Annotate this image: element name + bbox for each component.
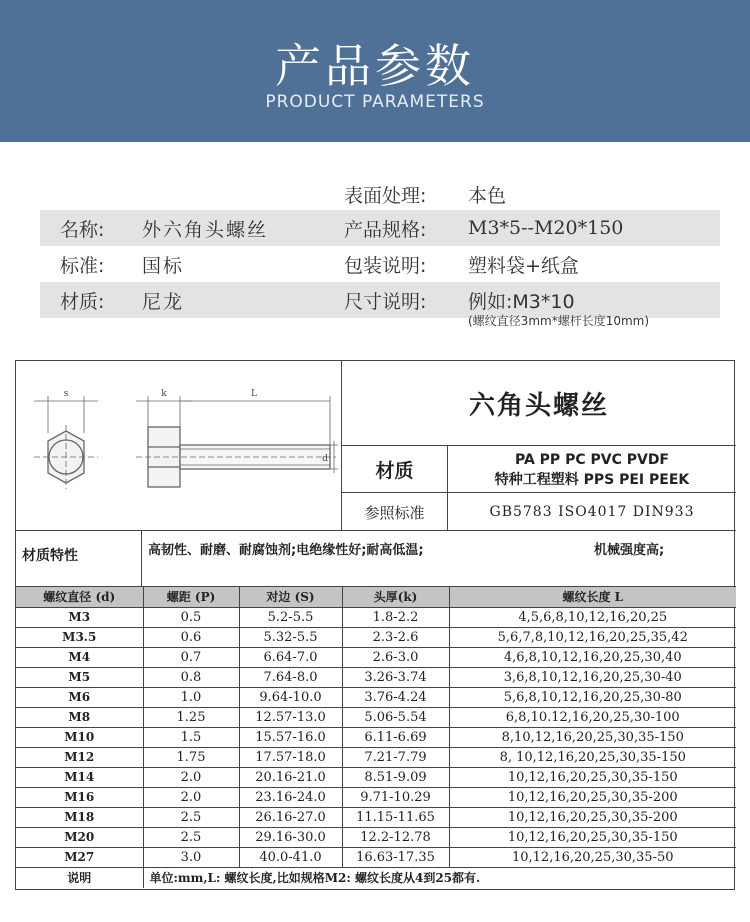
- note-value: 单位:mm,L: 螺纹长度,比如规格M2: 螺纹长度从4到25都有.: [143, 867, 736, 888]
- table-cell: 26.16-27.0: [239, 807, 342, 827]
- page-title: 产品参数: [275, 39, 475, 93]
- table-cell: 5,6,7,8,10,12,16,20,25,35,42: [449, 627, 736, 647]
- table-cell: 7.64-8.0: [239, 667, 342, 687]
- table-row: [16, 767, 736, 787]
- table-cell: 12.57-13.0: [239, 707, 342, 727]
- table-cell: 2.0: [143, 787, 239, 807]
- property-row: [16, 531, 736, 587]
- table-cell: 23.16-24.0: [239, 787, 342, 807]
- table-cell: 2.6-3.0: [342, 647, 449, 667]
- table-cell: M8: [16, 707, 143, 727]
- property-value-2: 机械强度高;: [594, 543, 665, 558]
- table-row: [16, 747, 736, 767]
- surface-value: 本色: [468, 184, 507, 207]
- table-cell: 5.2-5.5: [239, 607, 342, 627]
- table-cell: 40.0-41.0: [239, 847, 342, 867]
- table-cell: 17.57-18.0: [239, 747, 342, 767]
- table-cell: 6.64-7.0: [239, 647, 342, 667]
- table-cell: 8, 10,12,16,20,25,30,35-150: [449, 747, 736, 767]
- table-cell: 5,6,8,10,12,16,20,25,30-80: [449, 687, 736, 707]
- table-cell: 2.0: [143, 767, 239, 787]
- header-thread-length: 螺纹长度 L: [449, 587, 736, 607]
- table-cell: M6: [16, 687, 143, 707]
- table-cell: 8.51-9.09: [342, 767, 449, 787]
- table-row: [16, 827, 736, 847]
- table-row: [16, 807, 736, 827]
- table-cell: M16: [16, 787, 143, 807]
- table-cell: M12: [16, 747, 143, 767]
- table-row: [16, 707, 736, 727]
- property-label: 材质特性: [16, 531, 142, 587]
- table-cell: 20.16-21.0: [239, 767, 342, 787]
- header-thread-diameter: 螺纹直径 (d): [16, 587, 143, 607]
- table-cell: 10,12,16,20,25,30,35-200: [449, 787, 736, 807]
- table-row: [16, 667, 736, 687]
- header-across-flats: 对边 (S): [239, 587, 342, 607]
- table-row: [16, 607, 736, 627]
- header-pitch: 螺距 (P): [143, 587, 239, 607]
- table-cell: 3,6,8,10,12,16,20,25,30-40: [449, 667, 736, 687]
- table-cell: 9.64-10.0: [239, 687, 342, 707]
- table-cell: M18: [16, 807, 143, 827]
- table-cell: 10,12,16,20,25,30,35-150: [449, 767, 736, 787]
- param-row-surface: [40, 176, 720, 212]
- material-row-value: [448, 450, 736, 490]
- spec-title: 六角头螺丝: [342, 361, 736, 446]
- table-cell: M14: [16, 767, 143, 787]
- table-cell: 10,12,16,20,25,30,35-200: [449, 807, 736, 827]
- table-cell: M5: [16, 667, 143, 687]
- size-note: (螺纹直径3mm*螺杆长度10mm): [468, 314, 650, 328]
- table-cell: 4,5,6,8,10,12,16,20,25: [449, 607, 736, 627]
- name-label: 名称:: [60, 218, 105, 241]
- table-cell: 3.26-3.74: [342, 667, 449, 687]
- material-row-label: 材质: [342, 446, 448, 493]
- standard-label: 标准:: [60, 254, 105, 277]
- table-cell: 1.5: [143, 727, 239, 747]
- material-line-2: 特种工程塑料 PPS PEI PEEK: [494, 472, 690, 488]
- material-row: [342, 446, 736, 493]
- header-banner: [0, 0, 750, 142]
- table-cell: 1.0: [143, 687, 239, 707]
- table-cell: 12.2-12.78: [342, 827, 449, 847]
- spec-label: 产品规格:: [344, 218, 427, 241]
- table-row: [16, 627, 736, 647]
- table-cell: 0.6: [143, 627, 239, 647]
- table-cell: 1.25: [143, 707, 239, 727]
- table-cell: 6,8,10.12,16,20,25,30-100: [449, 707, 736, 727]
- standard-row-label: 参照标准: [342, 493, 448, 531]
- table-note-row: [16, 867, 736, 888]
- table-cell: M10: [16, 727, 143, 747]
- bolt-diagram: [16, 361, 342, 531]
- table-cell: 0.5: [143, 607, 239, 627]
- standard-row-value: GB5783 ISO4017 DIN933: [489, 504, 695, 520]
- table-cell: M20: [16, 827, 143, 847]
- table-cell: 1.75: [143, 747, 239, 767]
- table-cell: 16.63-17.35: [342, 847, 449, 867]
- page-subtitle: PRODUCT PARAMETERS: [265, 92, 485, 112]
- table-cell: 2.3-2.6: [342, 627, 449, 647]
- property-value: 高韧性、耐磨、耐腐蚀剂;电绝缘性好;耐高低温;: [148, 543, 424, 558]
- dimension-table: [16, 587, 736, 888]
- name-value: 外六角头螺丝: [142, 218, 269, 241]
- table-cell: M3.5: [16, 627, 143, 647]
- table-cell: 3.0: [143, 847, 239, 867]
- table-cell: 29.16-30.0: [239, 827, 342, 847]
- table-cell: 11.15-11.65: [342, 807, 449, 827]
- material-label: 材质:: [60, 290, 105, 313]
- table-cell: M3: [16, 607, 143, 627]
- table-cell: 0.8: [143, 667, 239, 687]
- standard-value: 国标: [142, 254, 185, 277]
- table-row: [16, 647, 736, 667]
- table-cell: M4: [16, 647, 143, 667]
- spec-table: [15, 360, 735, 890]
- table-row: [16, 727, 736, 747]
- table-cell: 15.57-16.0: [239, 727, 342, 747]
- table-cell: 2.5: [143, 827, 239, 847]
- table-row: [16, 687, 736, 707]
- table-cell: 6.11-6.69: [342, 727, 449, 747]
- table-cell: 4,6,8,10,12,16,20,25,30,40: [449, 647, 736, 667]
- dim-d: d: [322, 454, 328, 464]
- table-cell: 5.06-5.54: [342, 707, 449, 727]
- material-line-1: PA PP PC PVC PVDF: [514, 452, 669, 468]
- dim-s: s: [63, 389, 69, 399]
- surface-label: 表面处理:: [344, 184, 427, 207]
- pack-label: 包装说明:: [344, 254, 427, 277]
- table-row: [16, 847, 736, 867]
- bolt-drawing: [16, 361, 342, 531]
- spec-value: M3*5--M20*150: [468, 217, 624, 239]
- table-cell: 1.8-2.2: [342, 607, 449, 627]
- table-cell: 5.32-5.5: [239, 627, 342, 647]
- param-row-name: [40, 210, 720, 246]
- material-value: 尼龙: [142, 290, 185, 313]
- table-cell: 3.76-4.24: [342, 687, 449, 707]
- note-label: 说明: [16, 867, 143, 888]
- size-value: 例如:M3*10: [468, 290, 575, 313]
- table-cell: 10,12,16,20,25,30,35-50: [449, 847, 736, 867]
- table-row: [16, 787, 736, 807]
- table-cell: 9.71-10.29: [342, 787, 449, 807]
- table-cell: 2.5: [143, 807, 239, 827]
- table-header-row: [16, 587, 736, 607]
- table-cell: 10,12,16,20,25,30,35-150: [449, 827, 736, 847]
- table-cell: 8,10,12,16,20,25,30,35-150: [449, 727, 736, 747]
- dim-l: L: [251, 389, 257, 399]
- table-cell: M27: [16, 847, 143, 867]
- standard-row: [342, 493, 736, 531]
- param-row-standard: [40, 246, 720, 282]
- pack-value: 塑料袋+纸盒: [468, 254, 579, 277]
- table-cell: 0.7: [143, 647, 239, 667]
- table-cell: 7.21-7.79: [342, 747, 449, 767]
- header-head-height: 头厚(k): [342, 587, 449, 607]
- dim-k: k: [161, 389, 167, 399]
- size-label: 尺寸说明:: [344, 290, 427, 313]
